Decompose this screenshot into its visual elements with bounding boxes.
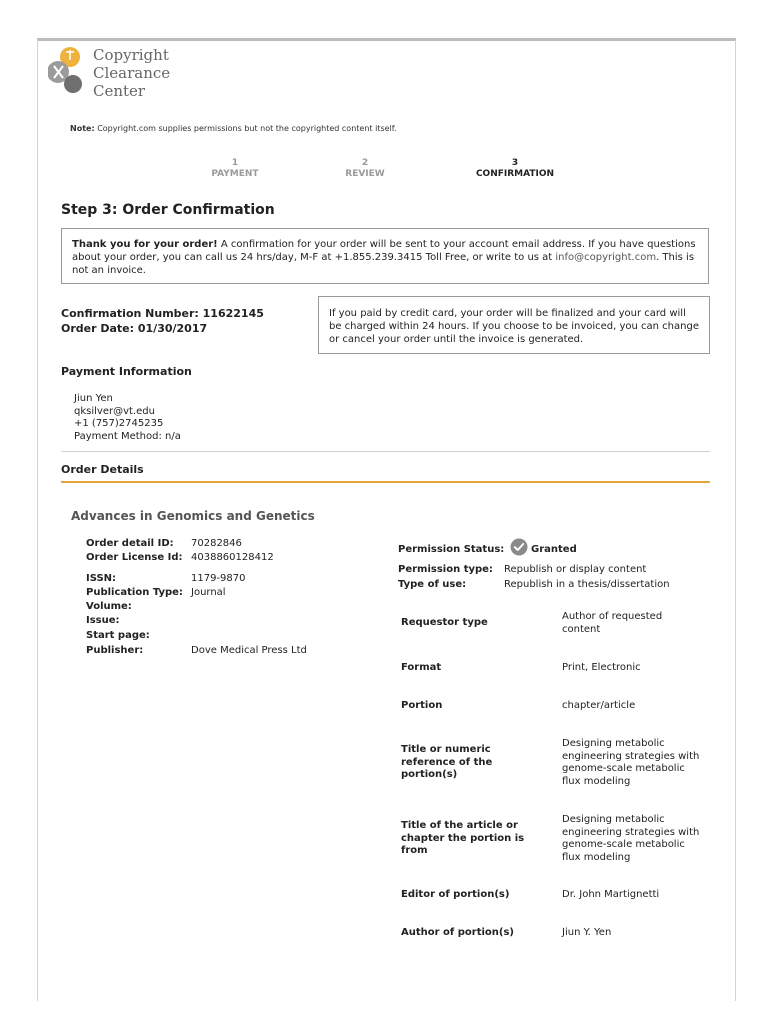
editor-value: Dr. John Martignetti [562, 889, 660, 900]
step-number: 2 [361, 158, 369, 168]
permission-type-label: Permission type: [398, 564, 493, 575]
check-circle-icon [510, 538, 528, 556]
order-details-underline [61, 481, 710, 483]
step-number: 1 [231, 158, 239, 168]
step-label: PAYMENT [211, 169, 259, 179]
field-label: Volume: [86, 601, 132, 612]
permission-status-value: Granted [531, 544, 577, 555]
field-label: Issue: [86, 615, 120, 626]
field-label: Order License Id: [86, 552, 183, 563]
step-confirmation [470, 158, 560, 180]
author-label: Author of portion(s) [401, 927, 514, 938]
note-text: Copyright.com supplies permissions but not the copyrighted content itself. [97, 124, 397, 133]
field-label: Order detail ID: [86, 538, 174, 549]
thank-you-text: A confirmation for your order will be sent to your account email address. If you have questions about your order, you can call us 24 hrs/day, M-F at +1.855.239.3415 Toll Free, or write to us at [72, 239, 696, 263]
permission-type-value: Republish or display content [504, 564, 647, 575]
field-label: Publisher: [86, 645, 144, 656]
step-label: REVIEW [345, 169, 385, 179]
article-title-value: Designing metabolic engineering strategies with genome-scale metabolic flux modeling [562, 814, 700, 863]
format-label: Format [401, 662, 442, 673]
thank-you-box [61, 228, 709, 284]
publisher-value: Dove Medical Press Ltd [191, 645, 307, 656]
divider [61, 451, 710, 452]
requestor-type-label: Requestor type [401, 617, 488, 628]
ccc-logo[interactable] [48, 46, 171, 100]
order-license-id: 4038860128412 [191, 552, 274, 563]
thank-you-tail: . This is not an invoice. [72, 252, 695, 276]
logo-wordmark [93, 46, 170, 100]
logo-line-3: Center [93, 82, 146, 100]
credit-card-note: If you paid by credit card, your order will be finalized and your card will be charged within 24 hours. If you choose to be invoiced, you can change or cancel your order until the invoice is generated. [318, 296, 710, 354]
order-detail-id: 70282846 [191, 538, 242, 549]
requestor-type-value: Author of requested content [562, 611, 663, 635]
publication-type-value: Journal [191, 587, 226, 598]
confirmation-number: Confirmation Number: 11622145 [61, 307, 264, 320]
step-number: 3 [511, 158, 519, 168]
author-value: Jiun Y. Yen [562, 927, 612, 938]
logo-line-2: Clearance [93, 64, 171, 82]
field-label: Publication Type: [86, 587, 183, 598]
format-value: Print, Electronic [562, 662, 641, 673]
type-of-use-value: Republish in a thesis/dissertation [504, 579, 670, 590]
portion-title-label: Title or numeric reference of the portion(s) [401, 744, 493, 780]
support-email-link[interactable]: info@copyright.com [555, 252, 657, 263]
payment-info-title: Payment Information [61, 365, 192, 378]
payer-name: Jiun Yen [74, 393, 113, 404]
portion-title-value: Designing metabolic engineering strategies with genome-scale metabolic flux modeling [562, 738, 700, 787]
payment-method: Payment Method: n/a [74, 430, 181, 442]
step-review [320, 158, 410, 180]
portion-value: chapter/article [562, 700, 636, 711]
issn-value: 1179-9870 [191, 573, 246, 584]
logo-line-1: Copyright [93, 46, 169, 64]
field-label: Start page: [86, 630, 150, 641]
payer-phone: +1 (757)2745235 [74, 418, 164, 429]
page-title: Step 3: Order Confirmation [61, 202, 275, 218]
editor-label: Editor of portion(s) [401, 889, 510, 900]
payment-info [74, 393, 181, 443]
type-of-use-label: Type of use: [398, 579, 467, 590]
field-label: ISSN: [86, 573, 117, 584]
ccc-logo-icon [48, 46, 92, 96]
article-title-label: Title of the article or chapter the portion is from [401, 820, 525, 856]
step-payment [190, 158, 280, 180]
checkout-steps [190, 158, 570, 184]
step-label: CONFIRMATION [475, 169, 555, 179]
order-details-title: Order Details [61, 463, 144, 476]
confirmation-info [61, 306, 264, 336]
note-label: Note: [70, 124, 95, 133]
copyright-note [70, 124, 397, 133]
permission-status-label: Permission Status: [398, 544, 505, 555]
publication-title: Advances in Genomics and Genetics [71, 509, 315, 523]
portion-label: Portion [401, 700, 443, 711]
order-date: Order Date: 01/30/2017 [61, 322, 208, 335]
thank-you-heading: Thank you for your order! [72, 239, 218, 250]
payer-email: qksilver@vt.edu [74, 405, 155, 417]
